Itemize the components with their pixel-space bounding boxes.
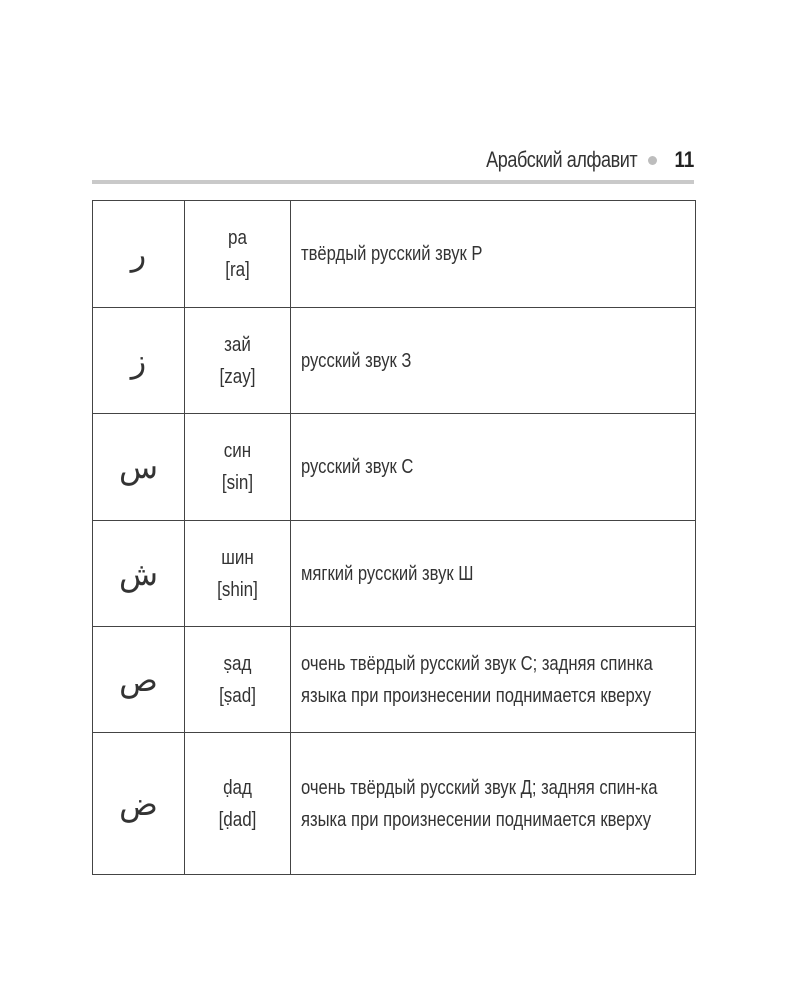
pronunciation-description: очень твёрдый русский звук С; задняя спинка языка при произнесении поднимается кверху xyxy=(301,652,653,707)
arabic-letter: ز xyxy=(93,308,185,414)
pronunciation-description: русский звук З xyxy=(301,349,412,372)
letter-name: син xyxy=(223,440,252,462)
section-title: Арабский алфавит xyxy=(486,147,638,172)
letter-name-cell xyxy=(185,201,291,308)
letter-name: зай xyxy=(224,333,251,356)
letter-name-cell xyxy=(185,521,291,627)
running-header xyxy=(92,140,694,180)
letter-transliteration: [ra] xyxy=(225,259,250,281)
letter-transliteration: [ṣad] xyxy=(219,684,256,707)
pronunciation-description: очень твёрдый русский звук Д; задняя спин-ка языка при произнесении поднимается кверху xyxy=(301,776,658,831)
pronunciation-description: мягкий русский звук Ш xyxy=(301,562,474,585)
pronunciation-cell xyxy=(291,627,696,733)
header-rule xyxy=(92,180,694,184)
letter-name-cell xyxy=(185,733,291,875)
alphabet-table xyxy=(92,200,696,875)
pronunciation-cell xyxy=(291,733,696,875)
pronunciation-description: русский звук С xyxy=(301,456,414,478)
table-row xyxy=(93,733,696,875)
table-row xyxy=(93,201,696,308)
letter-name: ṣад xyxy=(223,652,252,675)
arabic-letter: ش xyxy=(93,521,185,627)
pronunciation-cell xyxy=(291,308,696,414)
arabic-letter: ض xyxy=(93,733,185,875)
table-row xyxy=(93,627,696,733)
letter-name: ḍад xyxy=(223,776,252,799)
letter-name: шин xyxy=(221,546,254,569)
pronunciation-cell xyxy=(291,414,696,521)
letter-name-cell xyxy=(185,627,291,733)
arabic-letter: ر xyxy=(93,201,185,308)
letter-transliteration: [ḍad] xyxy=(218,808,257,831)
bullet-icon xyxy=(648,156,657,165)
pronunciation-cell xyxy=(291,201,696,308)
arabic-letter: ص xyxy=(93,627,185,733)
table-row xyxy=(93,414,696,521)
arabic-letter: س xyxy=(93,414,185,521)
pronunciation-cell xyxy=(291,521,696,627)
table-row xyxy=(93,521,696,627)
letter-transliteration: [shin] xyxy=(217,578,258,601)
letter-transliteration: [sin] xyxy=(221,472,254,494)
page-number: 11 xyxy=(674,147,694,172)
letter-name-cell xyxy=(185,414,291,521)
letter-transliteration: [zay] xyxy=(219,365,256,388)
letter-name-cell xyxy=(185,308,291,414)
letter-name: ра xyxy=(228,227,247,249)
pronunciation-description: твёрдый русский звук Р xyxy=(301,243,483,265)
table-row xyxy=(93,308,696,414)
